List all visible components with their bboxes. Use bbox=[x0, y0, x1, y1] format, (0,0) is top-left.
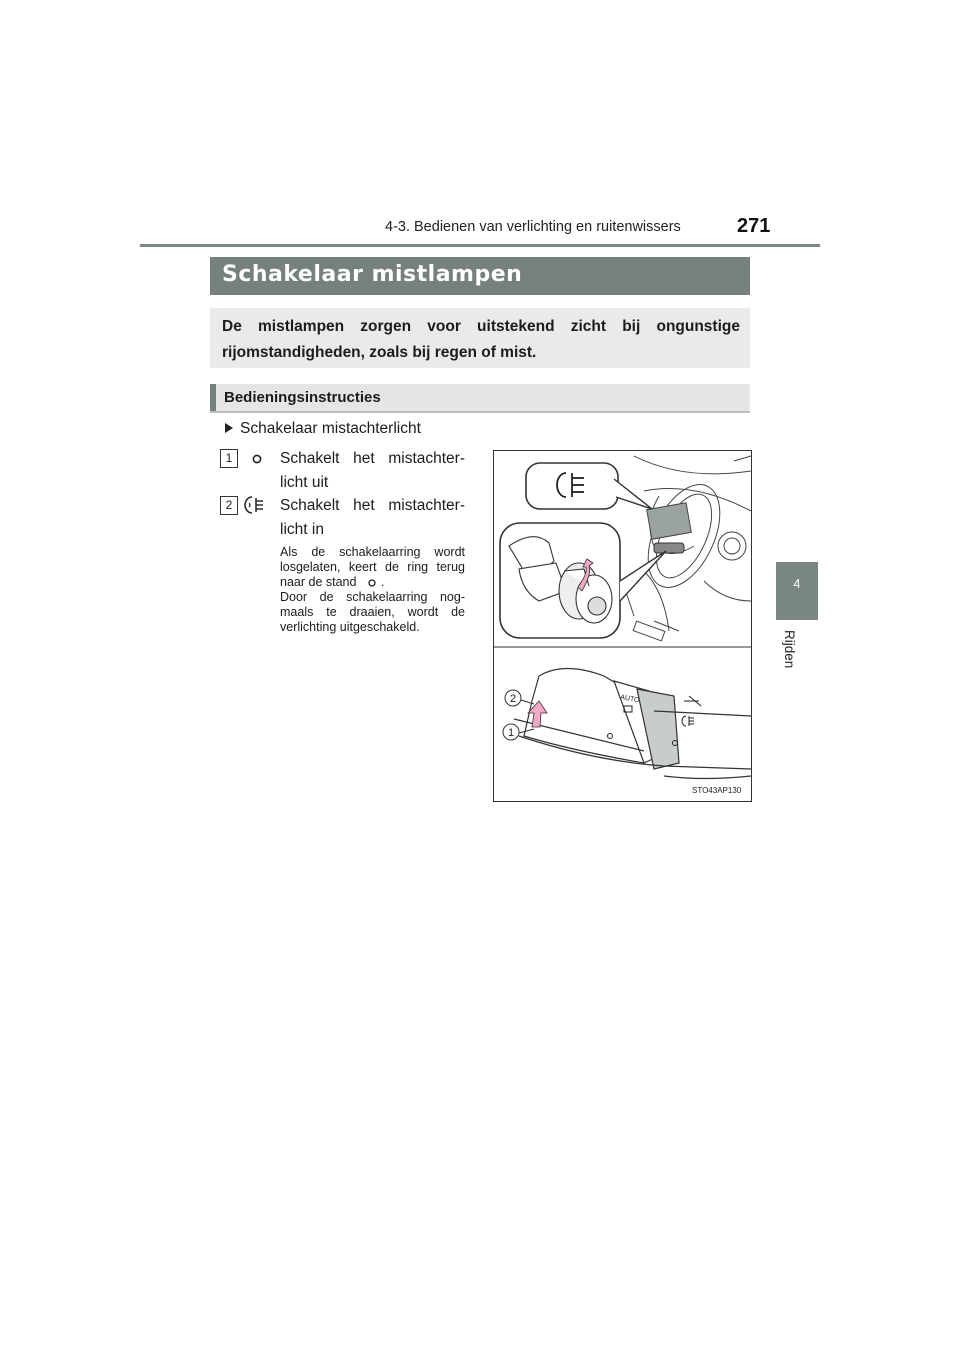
switch-auto-label: AUTO bbox=[619, 694, 640, 705]
off-position-icon bbox=[366, 578, 378, 588]
illustration-figure bbox=[493, 450, 752, 802]
note-text-1: Als de schakelaarring wordt losgelaten, keert de ring terug naar de stand bbox=[280, 545, 465, 589]
callout-2: 2 bbox=[509, 693, 517, 705]
figure-code: STO43AP130 bbox=[692, 786, 742, 795]
subheading-accent bbox=[210, 384, 216, 413]
subheading-underline bbox=[210, 411, 750, 413]
callout-1: 1 bbox=[507, 727, 515, 739]
fog-switch-illustration bbox=[494, 451, 751, 801]
bullet-item bbox=[225, 420, 421, 438]
chapter-number: 4 bbox=[793, 576, 801, 591]
note-period: . bbox=[380, 575, 385, 589]
bullet-text: Schakelaar mistachterlicht bbox=[240, 420, 421, 437]
page-title: Schakelaar mistlampen bbox=[222, 262, 523, 287]
item-text-2: Schakelt het mistachter- licht in bbox=[280, 497, 465, 538]
intro-text: De mistlampen zorgen voor uitstekend zicht bij ongunstige rijomstandigheden, zoals bij regen of mist. bbox=[222, 318, 740, 361]
note bbox=[280, 545, 465, 635]
note-text-2: Door de schakelaarring nog- maals te draaien, wordt de verlichting uitgeschakeld. bbox=[280, 590, 465, 634]
triangle-bullet-icon bbox=[225, 423, 233, 433]
page-number: 271 bbox=[737, 215, 771, 237]
off-position-icon bbox=[250, 452, 264, 466]
chapter-label: Rijden bbox=[782, 630, 797, 669]
subheading: Bedieningsinstructies bbox=[224, 389, 381, 406]
item-number-1: 1 bbox=[220, 449, 238, 468]
item-text-1: Schakelt het mistachter- licht uit bbox=[280, 450, 465, 491]
section-header: 4-3. Bedienen van verlichting en ruitenwissers bbox=[385, 219, 681, 235]
rear-fog-light-icon bbox=[244, 494, 266, 516]
item-number-2: 2 bbox=[220, 496, 238, 515]
header-rule bbox=[140, 244, 820, 247]
chapter-tab[interactable] bbox=[776, 562, 818, 620]
